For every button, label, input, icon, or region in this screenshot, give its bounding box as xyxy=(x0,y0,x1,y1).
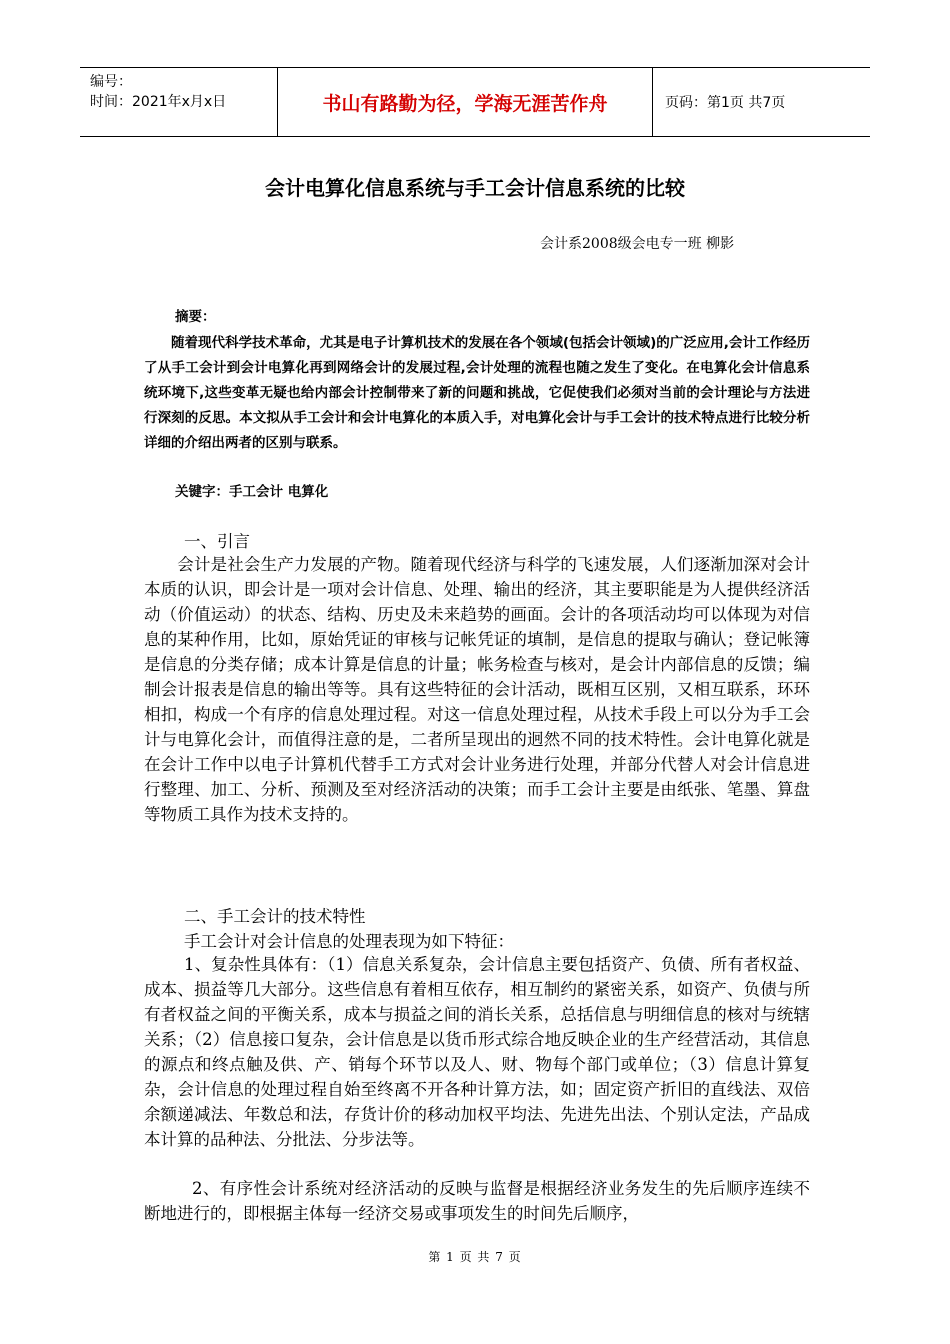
section2-intro: 手工会计对会计信息的处理表现为如下特征： xyxy=(184,932,514,951)
section2-item1: 1、复杂性具体有：（1）信息关系复杂，会计信息主要包括资产、负债、所有者权益、成本、损益等几大部分。这些信息有着相互依存，相互制约的紧密关系，如资产、负债与所有者权益之间的平衡关系，成本与损益之间的消长关系，总括信息与明细信息的核对与统辖关系；（2）信息接口复杂，会计信息是以货币形式综合地反映企业的生产经营活动，其信息 的源点和终点触及供、产、销每个环节以及人、财、物每个部门或单位；（3）信息计算复杂，会计信息的处理过程自始至终离不开各种计算方法，如；固定资产折旧的直线法、双倍余额递减法、年数总和法，存货计价的移动加权平均法、先进先出法、个别认定法，产品成本计算的品种法、分批法、分步法等。 xyxy=(144,955,810,1149)
number-label: 编号： xyxy=(90,74,132,90)
section1-text: 会计是社会生产力发展的产物。随着现代经济与科学的飞速发展，人们逐渐加深对会计本质的认识，即会计是一项对会计信息、处理、输出的经济，其主要职能是为人提供经济活动（价值运动）的状态、结构、历史及未来趋势的画面。会计的各项活动均可以体现为对信息的某种作用，比如，原始凭证的审核与记帐凭证的填制，是信息的提取与确认；登记帐簿是信息的分类存储；成本计算是信息的计量；帐务检查与核对，是会计内部信息的反馈；编制会计报表是信息的输出等等。具有这些特征的会计活动，既相互区别，又相互联系，环环相扣，构成一个有序的信息处理过程。对这一信息处理过程，从技术手段上可以分为手工会计与电算化会计，而值得注意的是，二者所呈现出的迥然不同的技术特性。会计电算化就是在会计工作中以电子计算机代替手工方式对会计业务进行处理，并部分代替人对会计信息进行整理、加工、分析、预测及至对经济活动的决策；而手工会计主要是由纸张、笔墨、算盘等物质工具作为技术支持的。 xyxy=(144,555,810,824)
section2-heading: 二、手工会计的技术特性 xyxy=(184,907,366,926)
time-label: 时间：2021年x月x日 xyxy=(90,94,227,110)
document-title: 会计电算化信息系统与手工会计信息系统的比较 xyxy=(265,176,685,200)
document-author: 会计系2008级会电专一班 柳影 xyxy=(540,236,735,252)
section2-item2: 2、有序性会计系统对经济活动的反映与监督是根据经济业务发生的先后顺序连续不断地进行的，即根据主体每一经济交易或事项发生的时间先后顺序， xyxy=(144,1179,810,1223)
section1-heading: 一、引言 xyxy=(184,532,250,551)
abstract-text: 随着现代科学技术革命，尤其是电子计算机技术的发展在各个领域(包括会计领域)的广泛应用,会计工作经历了从手工会计到会计电算化再到网络会计的发展过程,会计处理的流程也随之发生了变化。在电算化会计信息系统环境下,这些变革无疑也给内部会计控制带来了新的问题和挑战，它促使我们必须对当前的会计理论与方法进行深刻的反思。本文拟从手工会计和会计电算化的本质入手，对电算化会计与手工会计的技术特点进行比较分析详细的介绍出两者的区别与联系。 xyxy=(144,335,810,451)
page-header xyxy=(80,67,870,137)
header-page-info: 页码：第1页 共7页 xyxy=(665,95,786,111)
header-meta xyxy=(80,68,278,136)
keywords: 关键字：手工会计 电算化 xyxy=(175,484,329,500)
abstract-label: 摘要： xyxy=(175,309,216,325)
page-footer: 第 1 页 共 7 页 xyxy=(428,1250,522,1264)
header-motto: 书山有路勤为径，学海无涯苦作舟 xyxy=(278,68,653,136)
